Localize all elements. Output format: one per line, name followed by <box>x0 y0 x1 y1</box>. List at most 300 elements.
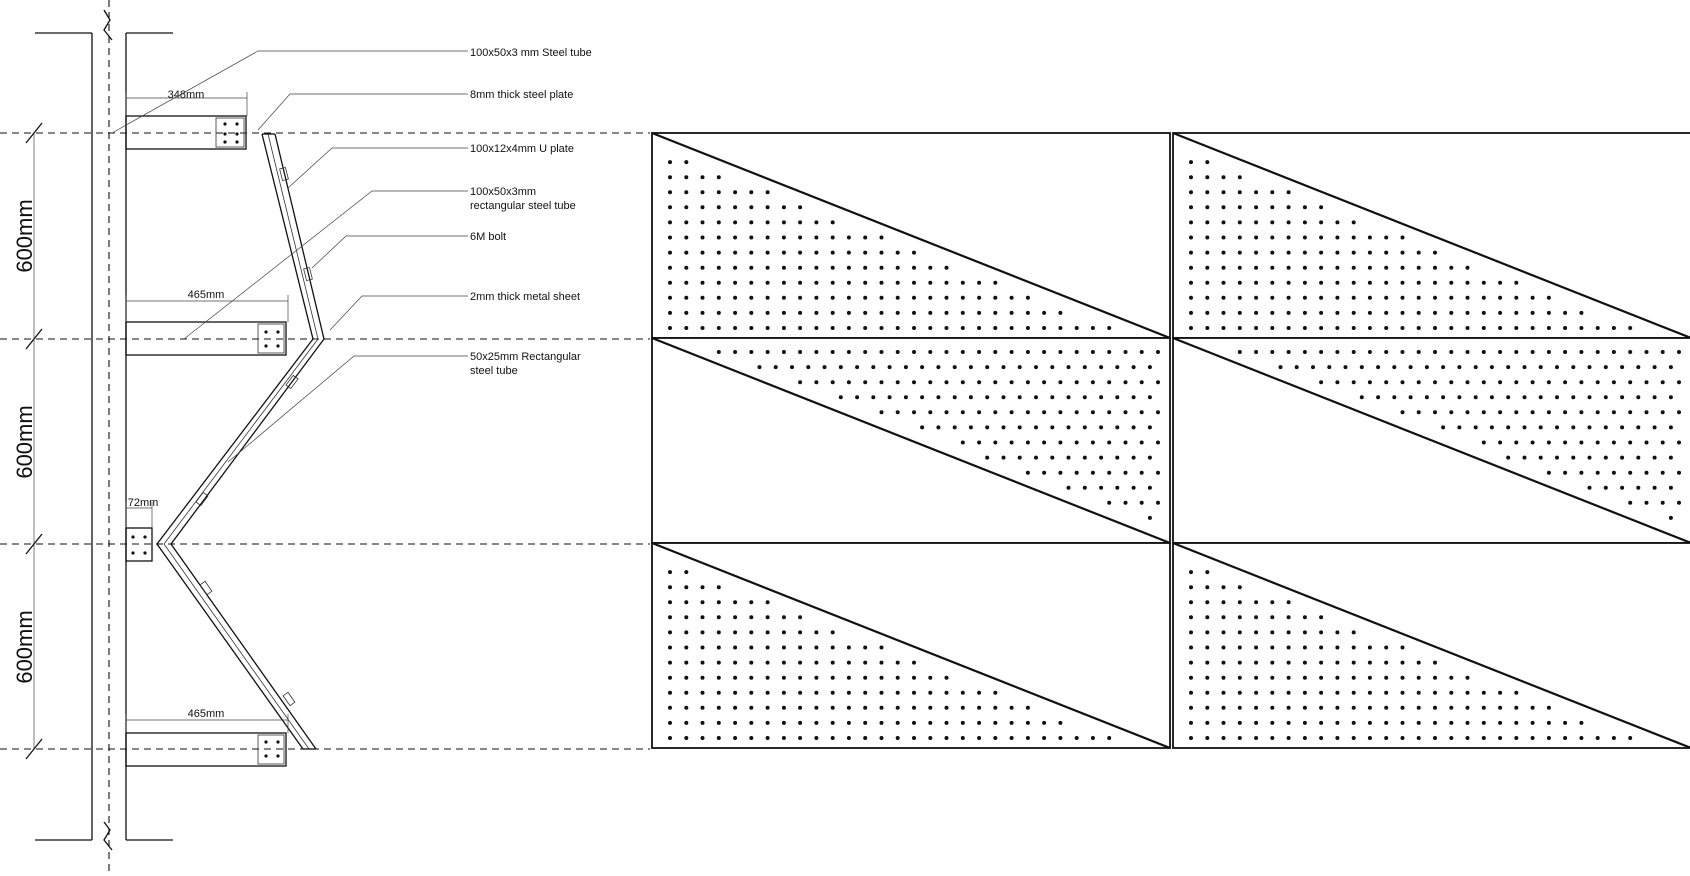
bolt-slot <box>196 492 208 505</box>
perforation-hole <box>1628 410 1632 414</box>
perforation-hole <box>1384 706 1388 710</box>
perforation-hole <box>684 326 688 330</box>
perforation-hole <box>1254 205 1258 209</box>
perforation-hole <box>1677 410 1681 414</box>
perforation-hole <box>1401 661 1405 665</box>
perforation-hole <box>733 615 737 619</box>
dim-label-top: 348mm <box>167 89 205 101</box>
perforation-hole <box>823 365 827 369</box>
perforation-hole <box>1466 691 1470 695</box>
perforation-hole <box>928 676 932 680</box>
perforation-hole <box>733 251 737 255</box>
perforation-hole <box>953 365 957 369</box>
perforation-hole <box>798 296 802 300</box>
perforation-hole <box>733 721 737 725</box>
perforation-hole <box>1238 676 1242 680</box>
perforation-hole <box>1368 736 1372 740</box>
perforation-hole <box>684 721 688 725</box>
perforation-hole <box>1433 380 1437 384</box>
perforation-hole <box>896 281 900 285</box>
perforation-hole <box>936 425 940 429</box>
perforation-hole <box>1588 425 1592 429</box>
perforation-hole <box>1653 425 1657 429</box>
perforation-hole <box>1449 721 1453 725</box>
perforation-hole <box>1018 456 1022 460</box>
perforation-hole <box>1058 736 1062 740</box>
perforation-hole <box>1058 441 1062 445</box>
perforation-hole <box>1026 410 1030 414</box>
perforation-hole <box>668 311 672 315</box>
perforation-hole <box>701 706 705 710</box>
perforation-hole <box>1222 311 1226 315</box>
perforation-hole <box>1140 501 1144 505</box>
perforation-hole <box>1401 691 1405 695</box>
perforation-hole <box>717 691 721 695</box>
perforation-hole <box>782 706 786 710</box>
perforation-hole <box>1514 410 1518 414</box>
perforation-hole <box>1303 676 1307 680</box>
perforation-hole <box>1099 486 1103 490</box>
perforation-hole <box>1449 350 1453 354</box>
perforation-hole <box>1531 326 1535 330</box>
perforation-hole <box>1189 661 1193 665</box>
perforation-hole <box>1319 661 1323 665</box>
perforation-hole <box>1417 661 1421 665</box>
perforation-hole <box>717 615 721 619</box>
perforation-hole <box>847 721 851 725</box>
perforation-hole <box>684 706 688 710</box>
perforation-hole <box>1636 486 1640 490</box>
perforation-hole <box>1360 365 1364 369</box>
perforation-hole <box>993 350 997 354</box>
perforation-hole <box>1287 721 1291 725</box>
perforation-hole <box>1254 281 1258 285</box>
perforation-hole <box>1368 661 1372 665</box>
perforation-hole <box>961 736 965 740</box>
perforation-hole <box>847 661 851 665</box>
perforation-hole <box>1189 160 1193 164</box>
perforation-hole <box>912 311 916 315</box>
perforation-hole <box>1636 456 1640 460</box>
bolt-hole <box>223 122 226 125</box>
perforation-hole <box>912 251 916 255</box>
perforation-hole <box>668 266 672 270</box>
perforation-hole <box>1401 736 1405 740</box>
perforation-hole <box>1401 721 1405 725</box>
perforation-hole <box>1270 236 1274 240</box>
perforation-hole <box>1238 251 1242 255</box>
perforation-hole <box>1417 326 1421 330</box>
leader-u-plate <box>288 148 468 188</box>
perforation-hole <box>1319 630 1323 634</box>
profile-outer <box>157 134 313 749</box>
perforation-hole <box>774 365 778 369</box>
perforation-hole <box>1319 706 1323 710</box>
perforation-hole <box>733 266 737 270</box>
perforation-hole <box>1115 365 1119 369</box>
perforation-hole <box>1010 296 1014 300</box>
perforation-hole <box>1596 471 1600 475</box>
perforation-hole <box>863 251 867 255</box>
perforation-hole <box>1238 630 1242 634</box>
bolt-hole <box>131 551 134 554</box>
perforation-hole <box>896 266 900 270</box>
perforation-hole <box>1669 486 1673 490</box>
perforation-hole <box>758 365 762 369</box>
perforation-hole <box>1270 190 1274 194</box>
perforation-hole <box>1563 326 1567 330</box>
perforation-hole <box>953 425 957 429</box>
perforation-hole <box>814 236 818 240</box>
perforation-hole <box>1189 205 1193 209</box>
perforation-hole <box>1034 365 1038 369</box>
perforation-hole <box>1287 205 1291 209</box>
perforation-hole <box>928 296 932 300</box>
perforation-hole <box>1449 410 1453 414</box>
perforation-hole <box>1222 706 1226 710</box>
panel-r1-c1 <box>652 133 1170 338</box>
perforation-hole <box>1596 380 1600 384</box>
perforation-hole <box>701 311 705 315</box>
perforation-hole <box>1466 296 1470 300</box>
perforation-hole <box>1205 311 1209 315</box>
perforation-hole <box>1441 395 1445 399</box>
perforation-hole <box>749 296 753 300</box>
perforation-hole <box>1482 691 1486 695</box>
perforation-hole <box>1449 311 1453 315</box>
perforation-hole <box>1401 350 1405 354</box>
perforation-hole <box>749 615 753 619</box>
perforation-hole <box>1238 646 1242 650</box>
perforation-hole <box>1433 350 1437 354</box>
perforation-hole <box>684 736 688 740</box>
perforation-hole <box>1368 721 1372 725</box>
perforation-hole <box>1531 706 1535 710</box>
perforation-hole <box>1588 486 1592 490</box>
perforation-hole <box>1189 281 1193 285</box>
perforation-hole <box>766 326 770 330</box>
perforation-hole <box>1482 380 1486 384</box>
perforation-hole <box>1669 516 1673 520</box>
perforation-hole <box>1579 471 1583 475</box>
perforation-hole <box>1368 266 1372 270</box>
leader-steel-plate <box>258 94 468 130</box>
perforation-hole <box>684 190 688 194</box>
perforation-hole <box>798 661 802 665</box>
perforation-hole <box>1254 296 1258 300</box>
perforation-hole <box>1335 661 1339 665</box>
perforation-hole <box>1335 721 1339 725</box>
perforation-hole <box>1555 395 1559 399</box>
perforation-hole <box>1628 441 1632 445</box>
perforation-hole <box>928 691 932 695</box>
perforation-hole <box>1417 251 1421 255</box>
perforation-hole <box>1498 691 1502 695</box>
perforation-hole <box>1189 326 1193 330</box>
perforation-hole <box>1523 425 1527 429</box>
perforation-hole <box>1067 365 1071 369</box>
perforation-hole <box>701 721 705 725</box>
profile-center <box>164 134 318 749</box>
perforation-hole <box>1352 661 1356 665</box>
perforation-hole <box>1579 736 1583 740</box>
perforation-hole <box>1042 721 1046 725</box>
perforation-hole <box>1482 350 1486 354</box>
perforation-hole <box>1384 646 1388 650</box>
callout-rect-tube-line2: rectangular steel tube <box>470 200 576 212</box>
perforation-hole <box>1384 236 1388 240</box>
perforation-hole <box>1189 646 1193 650</box>
perforation-hole <box>1075 350 1079 354</box>
perforation-hole <box>1352 736 1356 740</box>
perforation-hole <box>766 736 770 740</box>
perforation-hole <box>1531 311 1535 315</box>
perforation-hole <box>831 350 835 354</box>
perforation-hole <box>863 661 867 665</box>
perforation-hole <box>782 251 786 255</box>
perforation-hole <box>863 736 867 740</box>
perforation-hole <box>1091 410 1095 414</box>
perforation-hole <box>920 365 924 369</box>
perforation-hole <box>977 311 981 315</box>
perforation-hole <box>1222 326 1226 330</box>
perforation-hole <box>668 615 672 619</box>
perforation-hole <box>1107 736 1111 740</box>
height-label-3: 600mm <box>12 610 37 684</box>
perforation-hole <box>1563 736 1567 740</box>
perforation-hole <box>863 236 867 240</box>
perforation-hole <box>1058 721 1062 725</box>
perforation-hole <box>1498 721 1502 725</box>
perforation-hole <box>1417 676 1421 680</box>
perforation-hole <box>945 296 949 300</box>
perforation-hole <box>814 296 818 300</box>
perforation-hole <box>1401 266 1405 270</box>
perforation-hole <box>668 281 672 285</box>
perforation-hole <box>1222 251 1226 255</box>
perforation-hole <box>920 395 924 399</box>
perforation-hole <box>1433 661 1437 665</box>
perforation-hole <box>1449 676 1453 680</box>
perforation-hole <box>1189 236 1193 240</box>
perforation-hole <box>831 220 835 224</box>
perforation-hole <box>1628 380 1632 384</box>
perforation-hole <box>1441 425 1445 429</box>
callout-leaders <box>112 51 468 462</box>
perforation-hole <box>1531 380 1535 384</box>
perforation-hole <box>717 311 721 315</box>
perforation-hole <box>1579 311 1583 315</box>
perforation-hole <box>1466 266 1470 270</box>
perforation-hole <box>814 721 818 725</box>
perforation-hole <box>1514 311 1518 315</box>
perforation-hole <box>1140 380 1144 384</box>
perforation-hole <box>1254 236 1258 240</box>
perforation-hole <box>1222 220 1226 224</box>
perforation-hole <box>1002 456 1006 460</box>
perforation-hole <box>969 395 973 399</box>
perforation-hole <box>733 736 737 740</box>
perforation-hole <box>798 691 802 695</box>
perforation-hole <box>1604 365 1608 369</box>
perforation-hole <box>1319 281 1323 285</box>
perforation-hole <box>749 630 753 634</box>
perforation-hole <box>1205 721 1209 725</box>
perforation-hole <box>1026 471 1030 475</box>
perforation-hole <box>1620 395 1624 399</box>
perforation-hole <box>1563 311 1567 315</box>
perforation-hole <box>717 661 721 665</box>
perforation-hole <box>814 661 818 665</box>
perforation-hole <box>701 205 705 209</box>
perforation-hole <box>1303 736 1307 740</box>
perforation-hole <box>1303 311 1307 315</box>
perforation-hole <box>977 441 981 445</box>
perforation-hole <box>1539 395 1543 399</box>
perforation-hole <box>684 251 688 255</box>
perforation-hole <box>1091 441 1095 445</box>
perforation-hole <box>839 395 843 399</box>
perforation-hole <box>717 281 721 285</box>
perforation-hole <box>766 615 770 619</box>
perforation-hole <box>1189 706 1193 710</box>
perforation-hole <box>1205 220 1209 224</box>
perforation-hole <box>1189 721 1193 725</box>
perforation-hole <box>831 251 835 255</box>
perforation-hole <box>977 691 981 695</box>
perforation-hole <box>668 630 672 634</box>
perforation-hole <box>749 190 753 194</box>
perforation-hole <box>668 736 672 740</box>
perforation-hole <box>1222 661 1226 665</box>
perforation-hole <box>993 691 997 695</box>
perforation-hole <box>1571 456 1575 460</box>
perforation-hole <box>1661 501 1665 505</box>
callout-small-tube-line2: steel tube <box>470 365 518 377</box>
perforation-hole <box>733 691 737 695</box>
profile-inner <box>171 134 324 749</box>
perforation-hole <box>912 380 916 384</box>
perforation-hole <box>1531 296 1535 300</box>
perforation-hole <box>1506 425 1510 429</box>
perforation-hole <box>1433 691 1437 695</box>
perforation-hole <box>1083 456 1087 460</box>
perforation-hole <box>831 311 835 315</box>
perforation-hole <box>1010 410 1014 414</box>
perforation-hole <box>701 585 705 589</box>
perforation-hole <box>1189 630 1193 634</box>
perforation-hole <box>1523 395 1527 399</box>
perforation-hole <box>1376 365 1380 369</box>
perforation-hole <box>1083 395 1087 399</box>
perforation-hole <box>1579 326 1583 330</box>
perforation-hole <box>749 236 753 240</box>
perforation-hole <box>896 706 900 710</box>
perforation-hole <box>1417 281 1421 285</box>
perforation-hole <box>1457 365 1461 369</box>
perforation-hole <box>717 600 721 604</box>
perforation-hole <box>993 441 997 445</box>
perforation-hole <box>1514 441 1518 445</box>
perforation-hole <box>880 251 884 255</box>
perforation-hole <box>1433 281 1437 285</box>
perforation-hole <box>1254 326 1258 330</box>
perforation-hole <box>945 676 949 680</box>
perforation-hole <box>1449 266 1453 270</box>
bolt-hole <box>276 344 279 347</box>
perforation-hole <box>1026 296 1030 300</box>
perforation-hole <box>896 410 900 414</box>
perforation-hole <box>1205 190 1209 194</box>
perforation-hole <box>733 220 737 224</box>
perforation-hole <box>847 326 851 330</box>
perforation-hole <box>1401 380 1405 384</box>
perforation-hole <box>1132 456 1136 460</box>
perforation-hole <box>993 736 997 740</box>
perforation-hole <box>717 721 721 725</box>
perforation-hole <box>1205 570 1209 574</box>
perforation-hole <box>977 721 981 725</box>
perforation-hole <box>1335 236 1339 240</box>
bolt-slot <box>283 692 295 705</box>
bolt-hole <box>143 535 146 538</box>
perforation-hole <box>1433 736 1437 740</box>
perforation-hole <box>1612 326 1616 330</box>
perforation-hole <box>1335 736 1339 740</box>
perforation-hole <box>1669 365 1673 369</box>
perforation-hole <box>733 296 737 300</box>
perforation-hole <box>888 365 892 369</box>
perforation-hole <box>668 220 672 224</box>
perforation-hole <box>814 266 818 270</box>
perforation-hole <box>1067 456 1071 460</box>
height-label-1: 600mm <box>12 199 37 273</box>
perforation-hole <box>831 281 835 285</box>
perforation-hole <box>717 205 721 209</box>
perforation-hole <box>798 251 802 255</box>
perforation-hole <box>1531 441 1535 445</box>
bolt-hole <box>223 140 226 143</box>
perforation-hole <box>1287 220 1291 224</box>
perforation-hole <box>961 691 965 695</box>
perforation-hole <box>684 570 688 574</box>
perforation-hole <box>1352 311 1356 315</box>
perforation-hole <box>1148 456 1152 460</box>
perforation-hole <box>717 585 721 589</box>
perforation-hole <box>1433 326 1437 330</box>
callout-steel-plate: 8mm thick steel plate <box>470 89 574 101</box>
perforation-hole <box>1368 706 1372 710</box>
perforation-hole <box>1539 425 1543 429</box>
perforation-hole <box>782 350 786 354</box>
perforation-hole <box>1433 251 1437 255</box>
perforation-hole <box>1563 721 1567 725</box>
perforation-hole <box>1636 395 1640 399</box>
perforation-hole <box>766 266 770 270</box>
perforation-hole <box>1547 736 1551 740</box>
perforation-hole <box>1352 350 1356 354</box>
perforated-panel-elevation <box>652 133 1690 748</box>
perforation-hole <box>684 160 688 164</box>
perforation-hole <box>1498 350 1502 354</box>
perforation-hole <box>1189 691 1193 695</box>
perforation-hole <box>1628 736 1632 740</box>
perforation-hole <box>1254 311 1258 315</box>
perforation-hole <box>668 326 672 330</box>
bolt-hole <box>264 740 267 743</box>
perforation-hole <box>684 585 688 589</box>
perforation-hole <box>1107 350 1111 354</box>
